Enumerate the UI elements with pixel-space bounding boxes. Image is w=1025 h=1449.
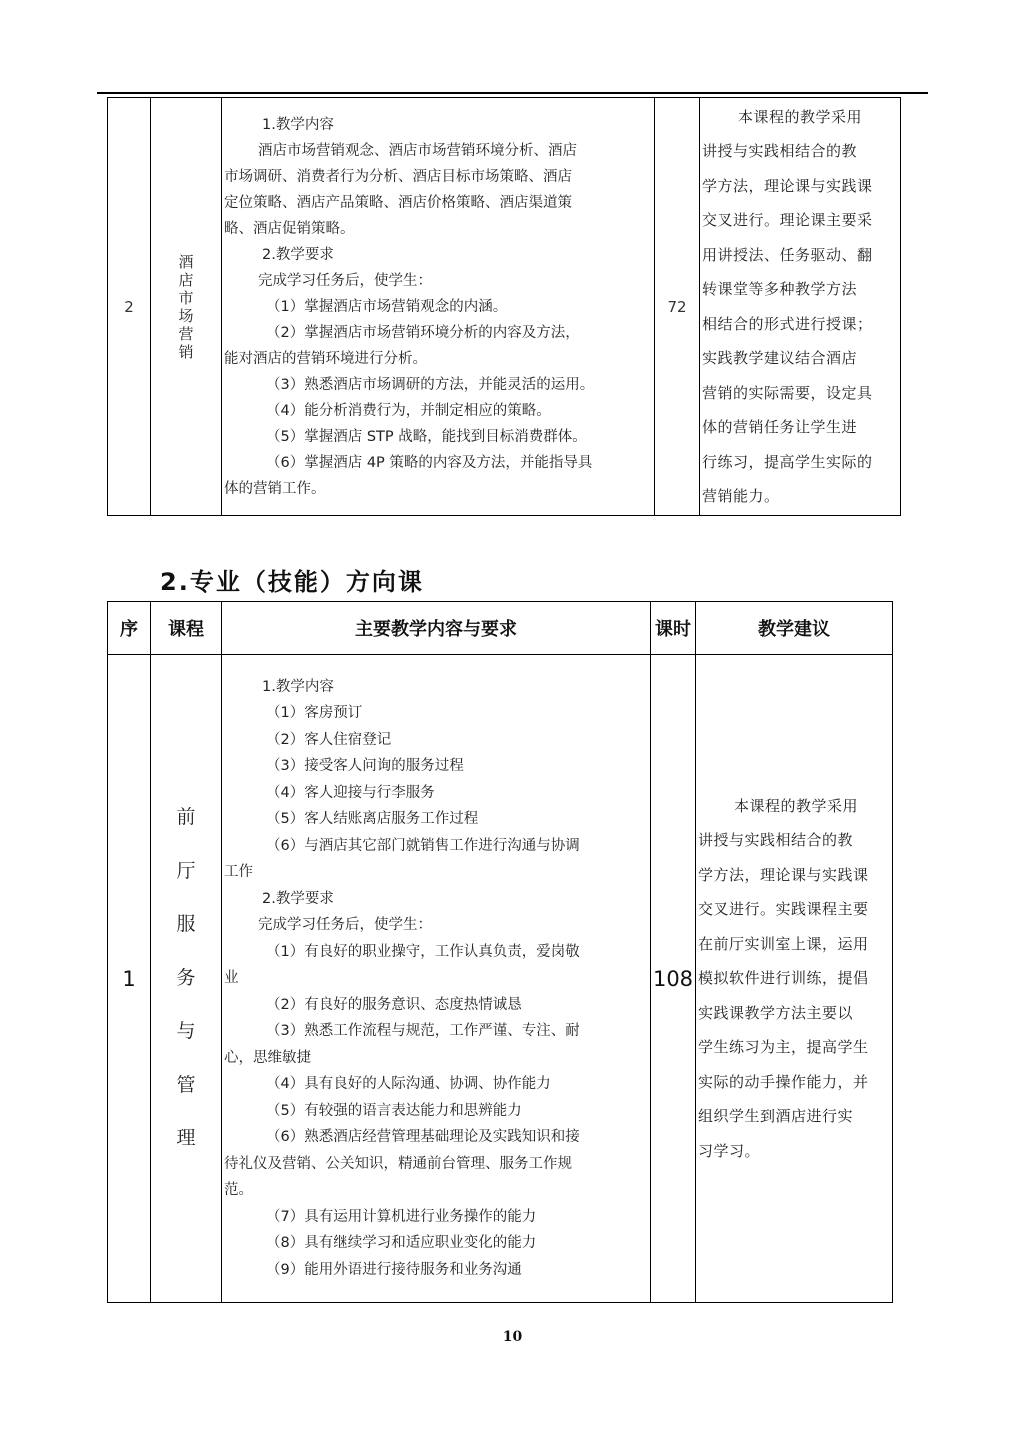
course-name-char: 厅 [176, 859, 196, 882]
content-line: 略、酒店促销策略。 [224, 220, 355, 237]
hours-value: 108 [652, 966, 694, 991]
header-advice: 教学建议 [696, 602, 893, 655]
advice-line: 交叉进行。实践课程主要 [698, 900, 869, 919]
content-line: （1）掌握酒店市场营销观念的内涵。 [266, 298, 508, 315]
course-name-char: 场 [178, 306, 194, 325]
course-name-char: 市 [178, 288, 194, 307]
content-line: （5）客人结账离店服务工作过程 [266, 811, 479, 828]
hours-value: 72 [667, 298, 687, 316]
content-line: （9）能用外语进行接待服务和业务沟通 [266, 1261, 522, 1278]
advice-line: 营销能力。 [702, 487, 780, 505]
content-line: 体的营销工作。 [224, 480, 326, 497]
advice-line: 模拟软件进行训练，提倡 [698, 969, 869, 988]
content-line: 能对酒店的营销环境进行分析。 [224, 350, 427, 367]
course-name-char: 店 [178, 270, 194, 289]
course-name-char: 服 [176, 913, 196, 936]
content-line: 完成学习任务后，使学生： [258, 917, 432, 934]
course-name-cell [151, 98, 222, 516]
course-name-char: 理 [176, 1127, 196, 1150]
header-course: 课程 [151, 602, 222, 655]
advice-line: 相结合的形式进行授课； [702, 314, 873, 333]
course-name-char: 与 [176, 1020, 196, 1043]
advice-line: 学方法，理论课与实践课 [698, 865, 869, 884]
content-line: 市场调研、消费者行为分析、酒店目标市场策略、酒店 [224, 168, 572, 185]
content-line: 待礼仪及营销、公关知识，精通前台管理、服务工作规 [224, 1155, 572, 1172]
content-line: （4）具有良好的人际沟通、协调、协作能力 [266, 1076, 551, 1093]
advice-cell [696, 655, 893, 1303]
content-line: 范。 [224, 1182, 253, 1199]
course-name-char: 前 [176, 806, 196, 829]
advice-line: 组织学生到酒店进行实 [698, 1107, 854, 1126]
content-line: （4）客人迎接与行李服务 [266, 784, 435, 801]
table-row [108, 98, 901, 516]
content-line: （7）具有运用计算机进行业务操作的能力 [266, 1208, 537, 1225]
advice-line: 本课程的教学采用 [738, 107, 863, 126]
advice-cell [700, 98, 901, 516]
advice-line: 实际的动手操作能力，并 [698, 1072, 869, 1091]
advice-line: 营销的实际需要，设定具 [702, 383, 873, 402]
header-num: 序 [108, 602, 151, 655]
header-content: 主要教学内容与要求 [222, 602, 651, 655]
content-line: （2）有良好的服务意识、态度热情诚恳 [266, 996, 522, 1013]
row-number-cell [108, 98, 151, 516]
hours-cell [651, 655, 696, 1303]
advice-line: 体的营销任务让学生进 [702, 418, 858, 436]
content-line: （6）熟悉酒店经营管理基础理论及实践知识和接 [266, 1129, 580, 1146]
section-title: 2.专业（技能）方向课 [160, 568, 424, 596]
content-line: 业 [224, 970, 239, 987]
row-number: 1 [122, 966, 136, 991]
advice-line: 学方法，理论课与实践课 [702, 176, 873, 195]
content-line: 定位策略、酒店产品策略、酒店价格策略、酒店渠道策 [224, 194, 572, 211]
row-number: 2 [124, 298, 134, 316]
content-line: （6）与酒店其它部门就销售工作进行沟通与协调 [266, 837, 580, 854]
content-line: （3）熟悉工作流程与规范，工作严谨、专注、耐 [266, 1023, 580, 1040]
content-line: （6）掌握酒店 4P 策略的内容及方法，并能指导具 [266, 454, 593, 471]
content-line: （5）掌握酒店 STP 战略，能找到目标消费群体。 [266, 428, 587, 445]
course-name [176, 791, 196, 1166]
course-name-char: 营 [178, 324, 194, 343]
row-number-cell [108, 655, 151, 1303]
content-cell [222, 98, 655, 516]
content-line: 2.教学要求 [262, 890, 334, 907]
advice-line: 习学习。 [698, 1141, 761, 1160]
advice-line: 实践教学建议结合酒店 [702, 349, 858, 367]
advice-line: 在前厅实训室上课，运用 [698, 934, 869, 953]
course-name-cell [151, 655, 222, 1303]
content-line: 1.教学内容 [262, 678, 334, 695]
content-cell [222, 655, 651, 1303]
advice-line: 学生练习为主，提高学生 [698, 1038, 869, 1057]
content-line: （5）有较强的语言表达能力和思辨能力 [266, 1102, 522, 1119]
content-line: （4）能分析消费行为，并制定相应的策略。 [266, 402, 551, 419]
top-rule [97, 92, 928, 94]
advice-line: 转课堂等多种教学方法 [702, 280, 858, 298]
content-line: 心，思维敏捷 [224, 1049, 311, 1066]
header-hours: 课时 [651, 602, 696, 655]
content-line: 酒店市场营销观念、酒店市场营销环境分析、酒店 [258, 142, 577, 159]
advice-line: 讲授与实践相结合的教 [702, 142, 858, 160]
content-line: （2）掌握酒店市场营销环境分析的内容及方法， [266, 324, 580, 341]
hours-cell [655, 98, 700, 516]
course-name-char: 销 [178, 342, 194, 361]
advice-line: 实践课教学方法主要以 [698, 1003, 854, 1022]
content-line: 1.教学内容 [262, 116, 334, 133]
page-number: 10 [502, 1329, 523, 1345]
content-line: （1）客房预订 [266, 705, 363, 722]
content-line: 工作 [224, 864, 253, 881]
advice-line: 行练习，提高学生实际的 [702, 452, 873, 471]
advice-line: 讲授与实践相结合的教 [698, 831, 854, 850]
course-name [178, 253, 194, 361]
advice-line: 交叉进行。理论课主要采 [702, 211, 873, 229]
content-line: 2.教学要求 [262, 246, 334, 263]
content-line: （1）有良好的职业操守，工作认真负责，爱岗敬 [266, 943, 580, 960]
content-line: 完成学习任务后，使学生： [258, 272, 432, 289]
course-table [107, 601, 893, 1303]
content-line: （2）客人住宿登记 [266, 731, 392, 748]
table-header-row [108, 602, 893, 655]
course-table-continued [107, 97, 901, 516]
course-name-char: 务 [176, 966, 196, 989]
content-line: （3）熟悉酒店市场调研的方法，并能灵活的运用。 [266, 376, 595, 393]
table-row [108, 655, 893, 1303]
content-line: （8）具有继续学习和适应职业变化的能力 [266, 1235, 537, 1252]
content-line: （3）接受客人问询的服务过程 [266, 758, 464, 775]
course-name-char: 酒 [178, 252, 194, 271]
advice-line: 本课程的教学采用 [734, 796, 859, 815]
advice-line: 用讲授法、任务驱动、翻 [702, 245, 873, 264]
course-name-char: 管 [176, 1073, 196, 1096]
